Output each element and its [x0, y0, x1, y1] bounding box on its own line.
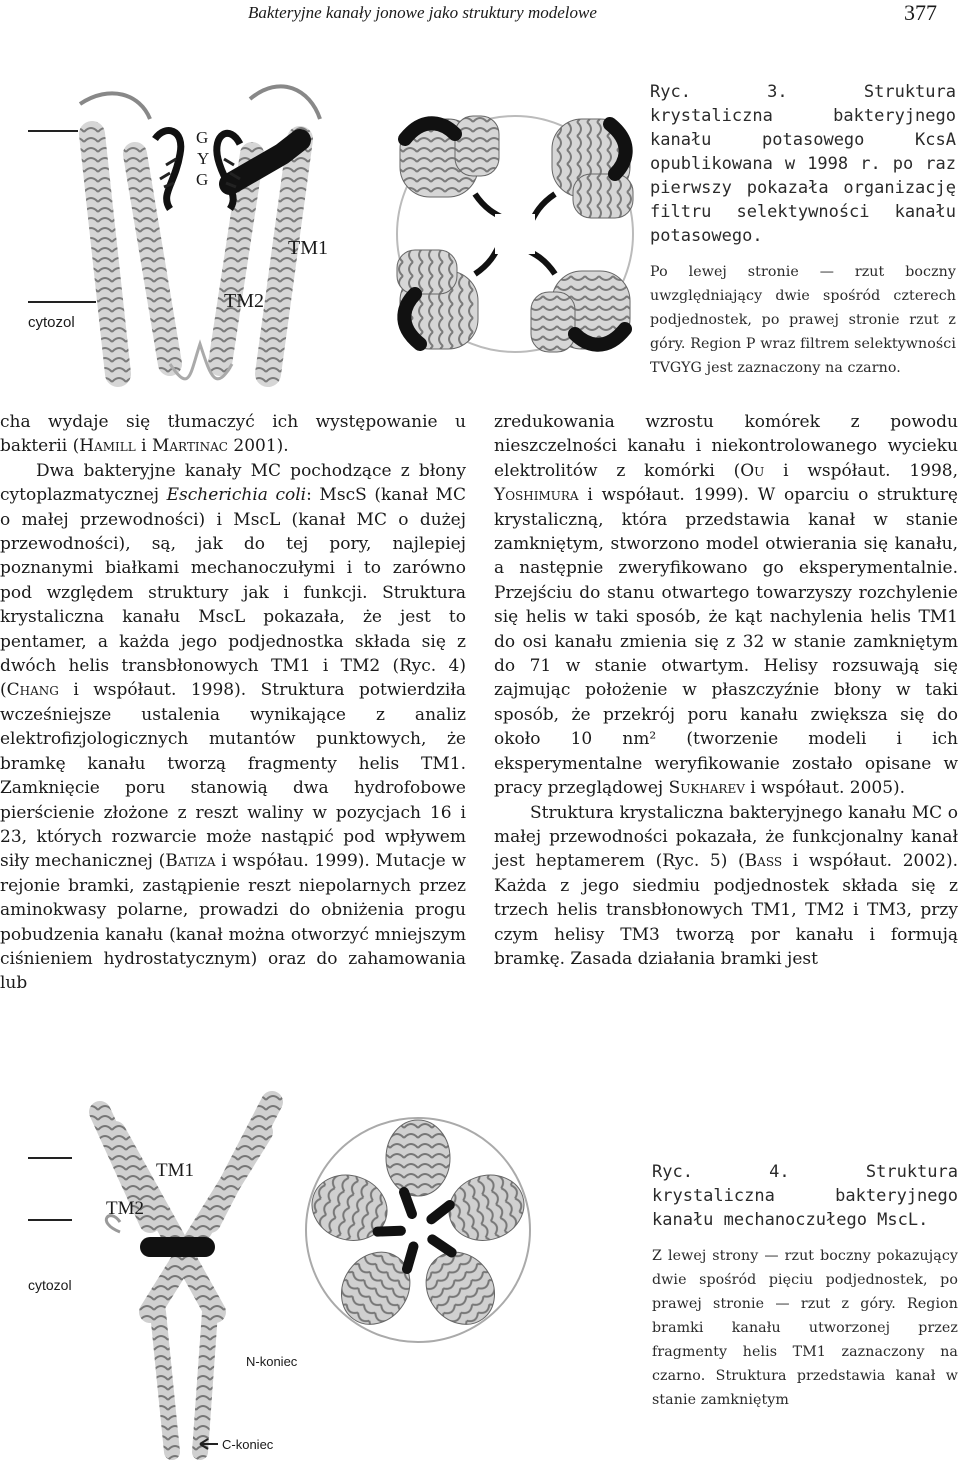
figure-4-caption-title: Ryc. 4. Struktura krystaliczna bakteryjnego kanału mechanoczułego MscL.	[652, 1162, 958, 1230]
text-run: i współaut. 2005).	[744, 778, 906, 799]
kcsa-top-view	[397, 116, 633, 352]
text-run: Dwa bakteryjne kanały MC pochodzące z błony cytoplazmatycznej	[0, 460, 466, 506]
figure-3-drawing	[0, 44, 640, 396]
text-run: cha wydaje się tłumaczyć ich występowanie u bakterii (	[0, 412, 466, 457]
text-run: zredukowania wzrostu komórek z powodu nieszczelności kanału i niekontrolowanego wycieku elektrolitów z komórki (	[494, 412, 958, 481]
text-run: i współaut. 1998,	[764, 460, 958, 481]
figure-4-caption	[652, 1160, 958, 1412]
label-g1: G	[196, 128, 209, 147]
paragraph	[494, 801, 958, 972]
label-y: Y	[197, 149, 210, 168]
figure-3-caption-body: Po lewej stronie — rzut boczny uwzględniający dwie spośród czterech podjednostek, po prawej stronie rzut z góry. Region P wraz filtrem selektywności TVGYG jest zaznaczony na czarno.	[650, 264, 956, 376]
running-header	[0, 0, 960, 34]
text-run: : MscS (kanał MC o małej przewodności) i MscL (kanał MC o dużej przewodności), są, jak do tej pory, najlepiej poznanymi białkami mechanoczułymi i to zarówno pod względem struktury jak i funkcji. Struktura krystaliczna kanału MscL pokazała, że jest to pentamer, a każda jego podjednostka składa się z dwóch helis transbłonowych TM1 i TM2 (Ryc. 4) (	[0, 485, 466, 701]
figure-4-mscl-structure	[0, 1072, 640, 1464]
figure-3-caption	[650, 80, 956, 380]
label-cytozol: cytozol	[28, 1277, 72, 1293]
figure-3-caption-title: Ryc. 3. Struktura krystaliczna bakteryjnego kanału potasowego KcsA opublikowana w 1998 r. po raz pierwszy pokazała organizację filtru selektywności kanału potasowego.	[650, 82, 956, 246]
author-name: Martinac	[151, 436, 228, 457]
label-tm2: TM2	[106, 1198, 144, 1219]
author-name: Chang	[6, 680, 59, 701]
kcsa-side-view	[28, 86, 320, 378]
author-name: Hamill	[79, 436, 136, 457]
author-name: Batiza	[165, 851, 216, 872]
label-tm1: TM1	[288, 237, 328, 259]
body-column-left	[0, 410, 466, 996]
running-title: Bakteryjne kanały jonowe jako struktury modelowe	[248, 3, 597, 22]
label-g2: G	[196, 170, 209, 189]
figure-3-kcsa-structure	[0, 44, 640, 396]
paragraph	[0, 459, 466, 996]
text-run: i współaut. 1999). W oparciu o strukturę krystaliczną, która przedstawia kanał w stanie zamkniętym, stworzono model otwierania się kanału, a następnie zweryfikowano go eksperymentalnie. Przejściu do stanu otwartego towarzyszy rozchylenie się helis w taki sposób, że kąt nachylenia helis TM1 do osi kanału zmienia się z 32 w stanie zamkniętym do 71 w stanie otwartym. Helisy rozsuwają się zajmując położenie w płaszczyźnie błony w taki sposób, że przekrój poru kanału zwiększa się do około 10 nm² (tworzenie modeli i ich eksperymentalne weryfikowanie zostało opisane w pracy przeglądowej	[494, 485, 958, 799]
text-run: 2001).	[227, 436, 289, 457]
author-name: Ou	[740, 460, 765, 481]
body-column-right	[494, 410, 958, 971]
author-name: Sukharev	[668, 778, 745, 799]
label-tm2: TM2	[224, 290, 264, 312]
figure-4-drawing	[0, 1072, 640, 1464]
label-n-koniec: N-koniec	[246, 1354, 298, 1369]
label-tm1: TM1	[156, 1160, 194, 1181]
text-run: i współaut. 2002). Każda z jego siedmiu podjednostek składa się z trzech helis transbłonowych TM1, TM2 i TM3, przy czym helisy TM3 tworzą por kanału i formują bramkę. Zasada działania bramki jest	[494, 851, 959, 969]
species-name: Escherichia coli	[166, 485, 307, 506]
figure-4-caption-body: Z lewej strony — rzut boczny pokazujący dwie spośród pięciu podjednostek, po prawej stronie — rzut z góry. Region bramki kanału utworzonej przez fragmenty helis TM1 zaznaczony na czarno. Struktura przedstawia kanał w stanie zamkniętym	[652, 1248, 958, 1408]
author-name: Bass	[744, 851, 783, 872]
paragraph	[0, 410, 466, 459]
label-c-koniec: C-koniec	[222, 1437, 274, 1452]
paragraph	[494, 410, 958, 801]
author-name: Yoshimura	[494, 485, 579, 506]
label-cytozol: cytozol	[28, 314, 75, 331]
text-run: i	[135, 436, 152, 457]
text-run: Struktura krystaliczna bakteryjnego kanału MC o małej przewodności pokazała, że funkcjonalny kanał jest heptamerem (Ryc. 5) (	[494, 802, 958, 872]
text-run: i współau. 1999). Mutacje w rejonie bramki, zastąpienie reszt niepolarnych przez aminokwasy polarne, prowadzi do obniżenia progu pobudzenia kanału (kanał można otworzyć mniejszym ciśnieniem hydrostatycznym) oraz do zahamowania lub	[0, 851, 466, 994]
page-number: 377	[904, 0, 937, 25]
text-run: i współaut. 1998). Struktura potwierdziła wcześniejsze ustalenia wynikające z analiz elektrofizjologicznych mutantów punktowych, że bramkę kanału tworzą fragmenty helis TM1. Zamknięcie poru stanowią dwa hydrofobowe pierścienie złożone z reszt waliny w pozycjach 16 i 23, których rozwarcie może nastąpić pod wpływem siły mechanicznej (	[0, 680, 466, 872]
mscl-top-view	[303, 1118, 532, 1342]
